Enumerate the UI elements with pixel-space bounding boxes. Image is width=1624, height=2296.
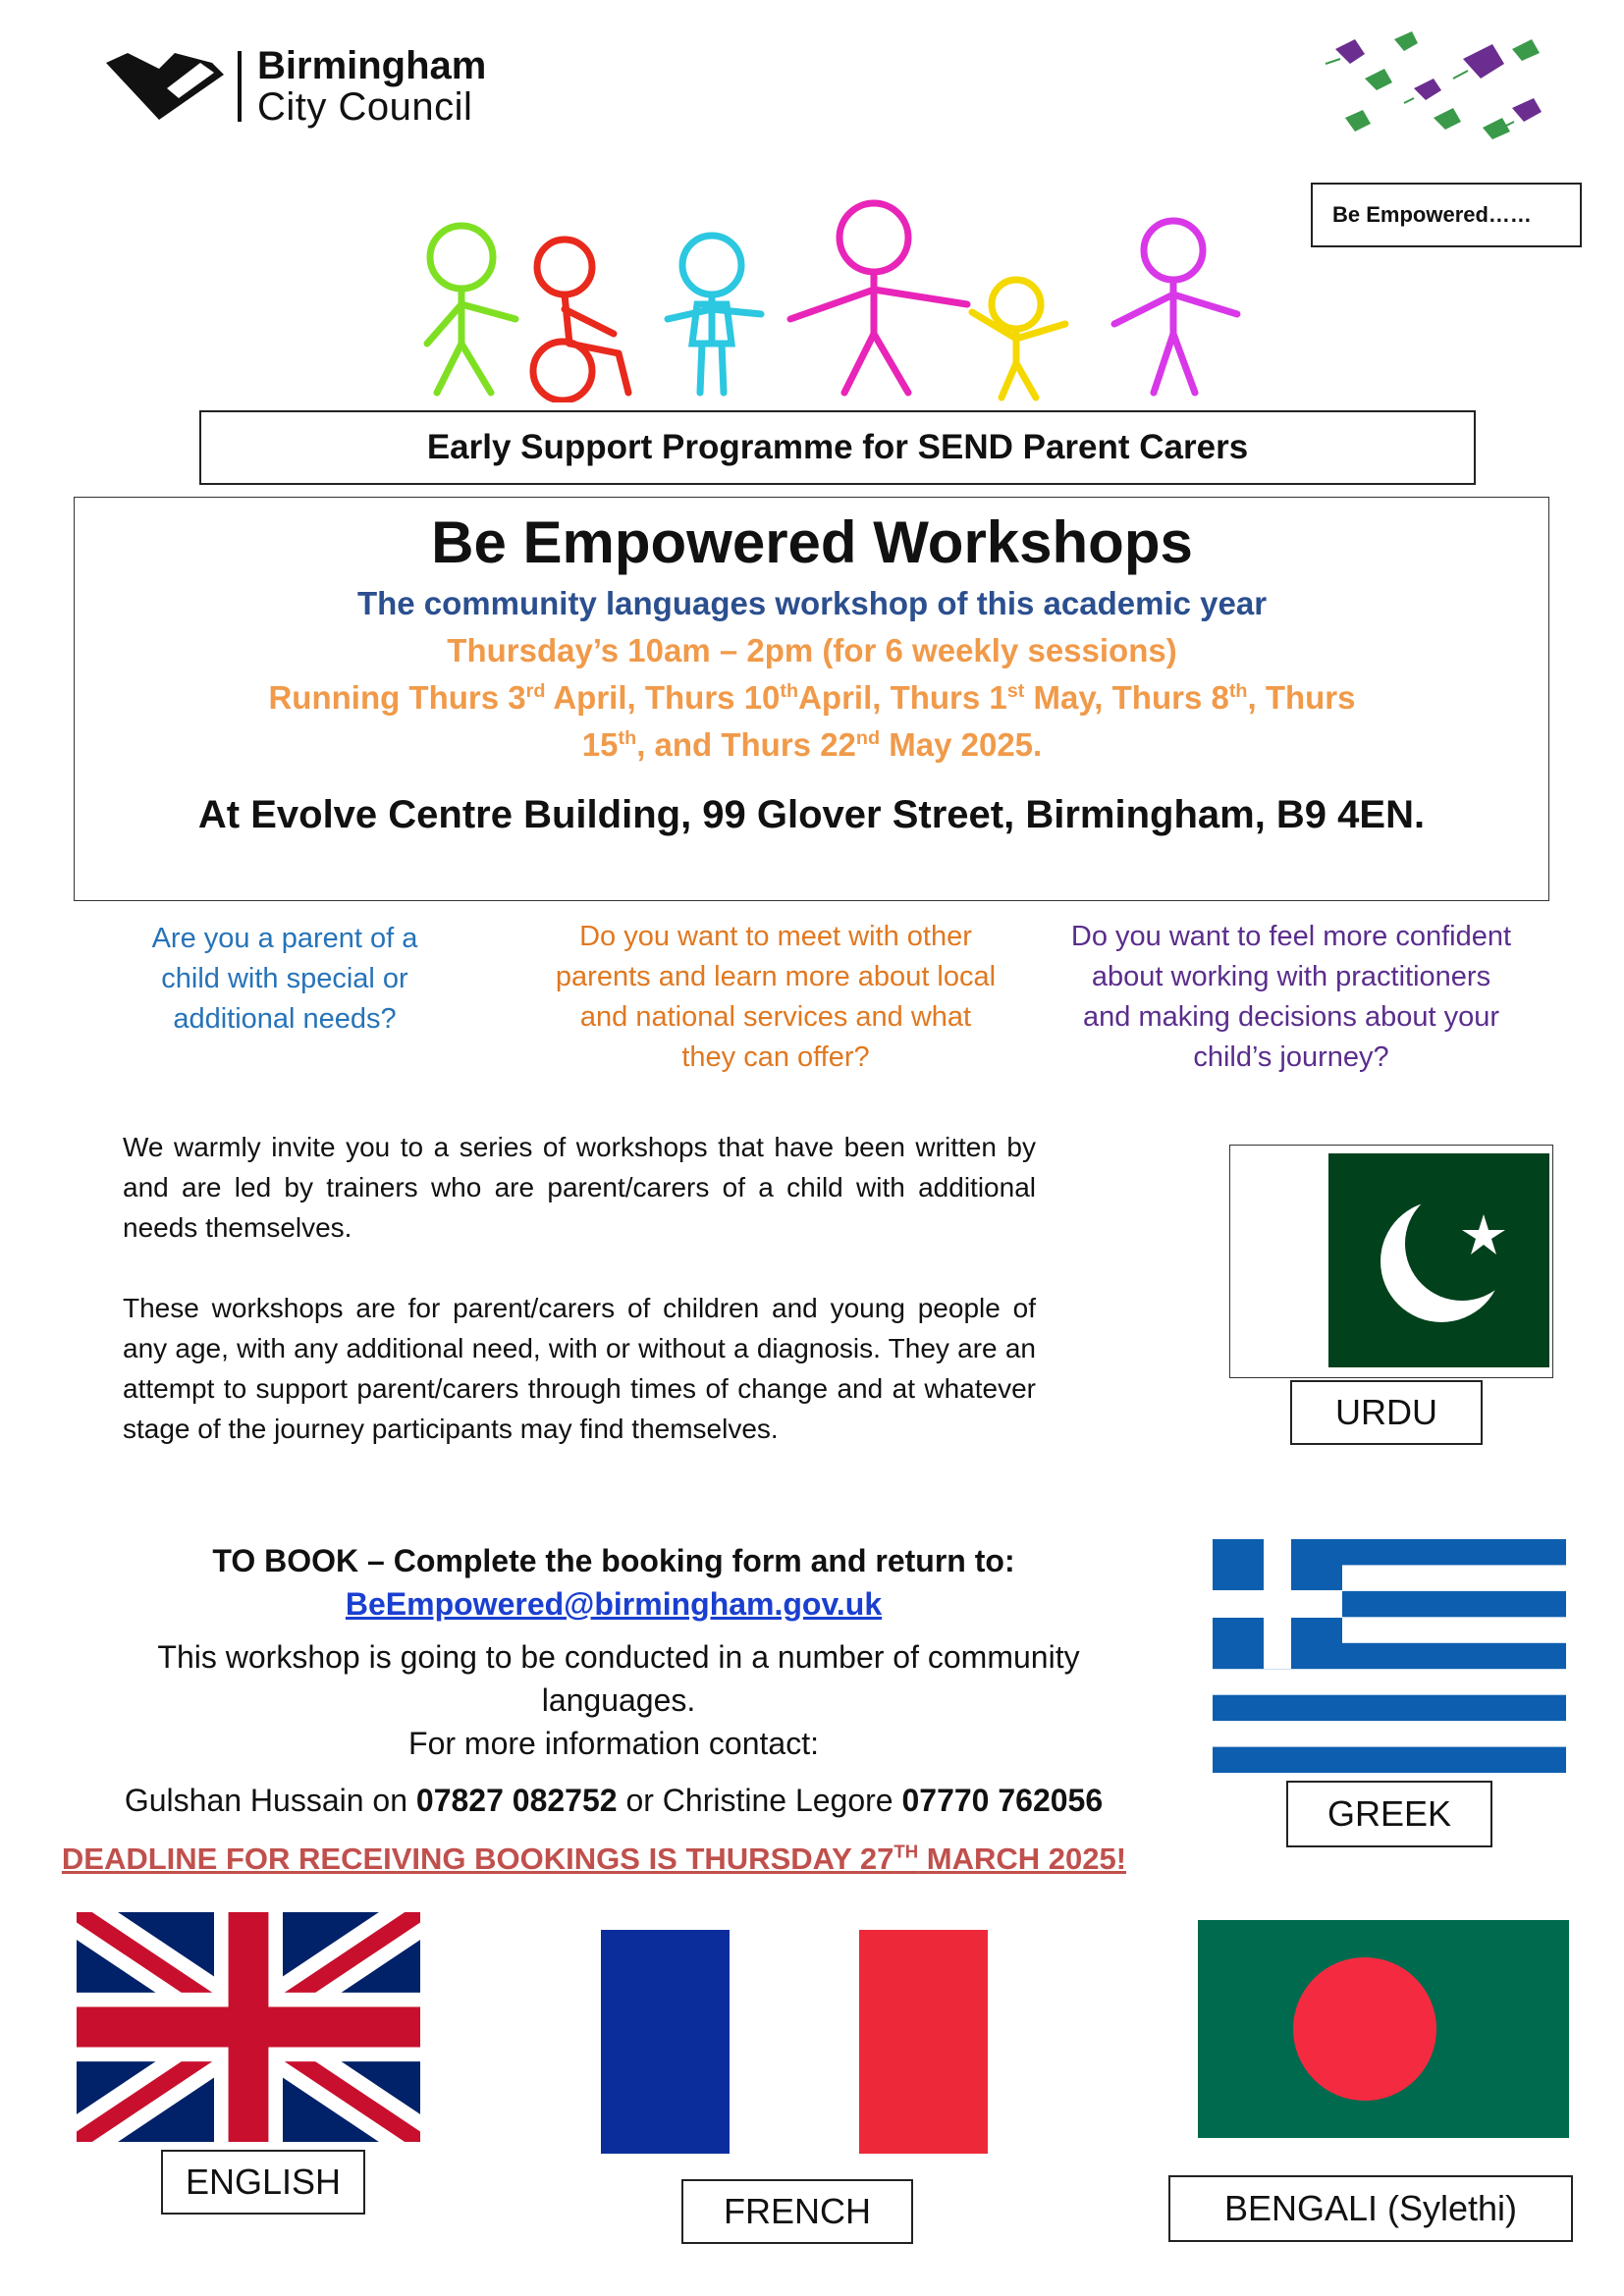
workshop-subtitle: The community languages workshop of this academic year	[356, 585, 1268, 621]
workshop-dates-line1: Running Thurs 3rd April, Thurs 10thApril, Thurs 1st May, Thurs 8th, Thurs	[268, 679, 1356, 716]
contact1-phone: 07827 082752	[415, 1783, 618, 1818]
urdu-flag-frame	[1229, 1145, 1553, 1378]
council-name-line1: Birmingham	[257, 44, 487, 87]
council-name-line2: City Council	[257, 85, 473, 129]
logo-divider	[238, 51, 242, 122]
greek-label: GREEK	[1286, 1781, 1492, 1847]
urdu-label: URDU	[1290, 1380, 1483, 1445]
workshop-venue: At Evolve Centre Building, 99 Glover Street, Birmingham, B9 4EN.	[197, 793, 1426, 836]
contact-line	[0, 1779, 1227, 1822]
council-logo-icon	[98, 49, 231, 123]
contact2-phone: 07770 762056	[901, 1783, 1104, 1818]
france-flag-icon	[601, 1930, 988, 2154]
contact1-name: Gulshan Hussain on	[124, 1783, 416, 1818]
body-paragraph-1: We warmly invite you to a series of workshops that have been written by and are led by trainers who are parent/carers of a child with additional needs themselves.	[123, 1132, 1036, 1243]
booking-email-link[interactable]: BeEmpowered@birmingham.gov.uk	[345, 1586, 883, 1622]
english-label: ENGLISH	[161, 2150, 365, 2215]
programme-title: Early Support Programme for SEND Parent Carers	[199, 410, 1476, 485]
question-meet-parents: Do you want to meet with other parents and learn more about local and national services and what they can offer?	[555, 921, 997, 1073]
workshop-title: Be Empowered Workshops	[431, 509, 1193, 575]
family-illustration	[388, 196, 1321, 402]
superheroes-illustration	[1316, 20, 1561, 152]
body-paragraph-2: These workshops are for parent/carers of children and young people of any age, with any additional need, with or without a diagnosis. They are an attempt to support parent/carers through times of change and at whatever stage of the journey participants may find themselves.	[123, 1293, 1036, 1444]
union-jack-flag-icon	[77, 1912, 420, 2142]
contact-join: or Christine Legore	[617, 1783, 902, 1818]
bengali-label: BENGALI (Sylethi)	[1168, 2175, 1573, 2242]
pakistan-flag-icon	[1230, 1146, 1551, 1376]
greece-flag-icon	[1213, 1539, 1566, 1773]
booking-deadline: DEADLINE FOR RECEIVING BOOKINGS IS THURSDAY 27TH MARCH 2025!	[61, 1841, 1127, 1876]
question-confidence: Do you want to feel more confident about working with practitioners and making decisions about your child’s journey?	[1070, 921, 1512, 1073]
booking-heading: TO BOOK – Complete the booking form and return to:	[212, 1543, 1015, 1578]
question-parent: Are you a parent of a child with special or additional needs?	[151, 923, 418, 1035]
french-label: FRENCH	[681, 2179, 913, 2244]
languages-note: This workshop is going to be conducted in a number of community languages.	[157, 1639, 1080, 1718]
contact-intro: For more information contact:	[408, 1726, 819, 1761]
bangladesh-flag-icon	[1198, 1920, 1569, 2138]
workshop-dates-line2: 15th, and Thurs 22nd May 2025.	[581, 726, 1043, 763]
workshop-schedule: Thursday’s 10am – 2pm (for 6 weekly sessions)	[447, 632, 1177, 668]
be-empowered-tag: Be Empowered……	[1311, 183, 1582, 247]
